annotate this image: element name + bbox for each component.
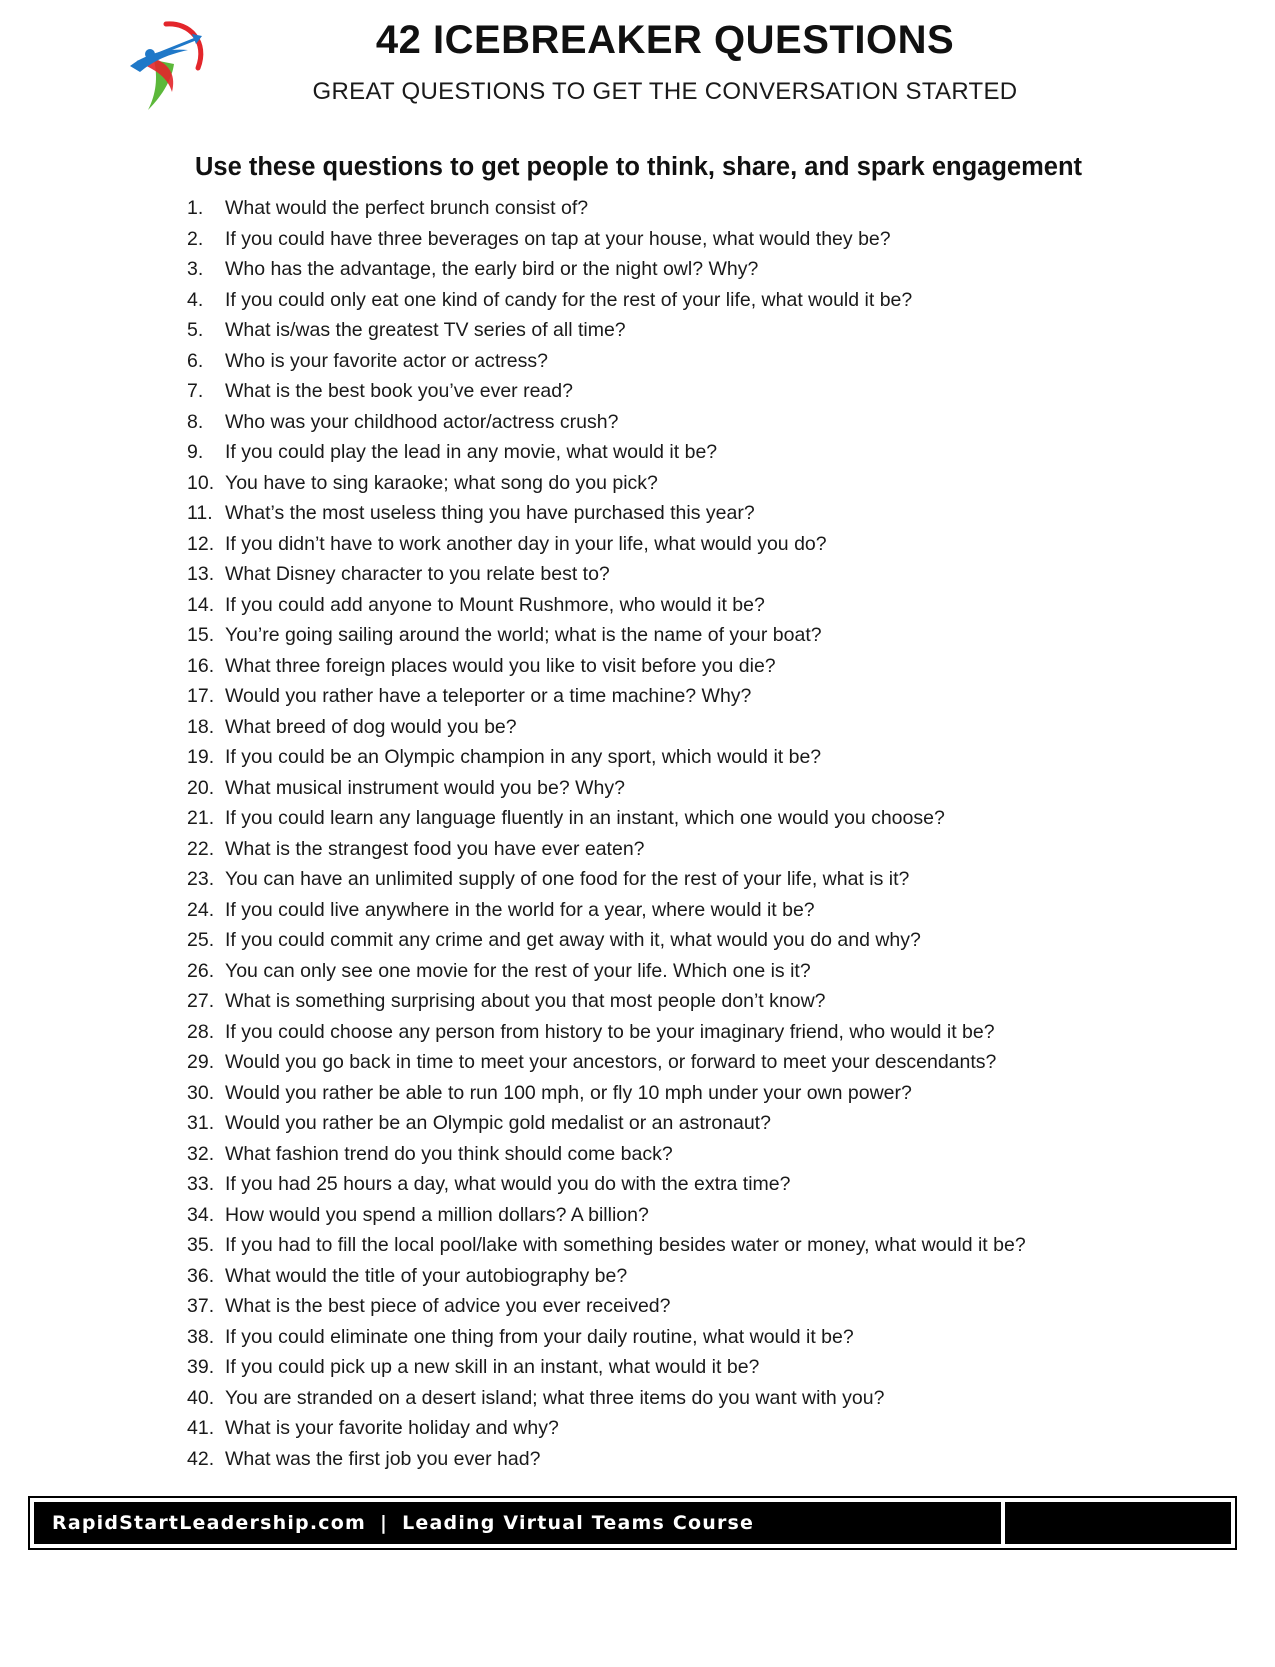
- question-number: 19.: [187, 746, 215, 768]
- question-text: What is the best book you’ve ever read?: [225, 380, 573, 402]
- question-item: [187, 1413, 1026, 1444]
- question-text: What would the title of your autobiography be?: [225, 1264, 628, 1287]
- question-item: [187, 498, 1026, 529]
- question-text: What is the best piece of advice you ever received?: [225, 1295, 671, 1317]
- question-item: [187, 315, 1026, 346]
- question-number: 41.: [187, 1417, 215, 1439]
- question-text: Would you rather be able to run 100 mph, or fly 10 mph under your own power?: [225, 1081, 912, 1104]
- question-item: [187, 712, 1026, 743]
- question-item: [187, 285, 1026, 316]
- question-number: 9.: [187, 441, 204, 463]
- question-item: [187, 1169, 1026, 1200]
- question-item: [187, 864, 1026, 895]
- question-item: [187, 1108, 1026, 1139]
- question-number: 17.: [187, 685, 215, 707]
- question-item: [187, 407, 1026, 438]
- question-number: 37.: [187, 1295, 215, 1317]
- question-number: 27.: [187, 990, 215, 1012]
- question-item: [187, 895, 1026, 926]
- question-item: [187, 193, 1026, 224]
- question-item: [187, 925, 1026, 956]
- question-text: You have to sing karaoke; what song do you pick?: [225, 471, 658, 494]
- question-item: [187, 651, 1026, 682]
- question-text: What is/was the greatest TV series of all time?: [225, 319, 626, 341]
- question-number: 18.: [187, 715, 215, 738]
- question-text: You can only see one movie for the rest of your life. Which one is it?: [225, 959, 811, 982]
- question-item: [187, 559, 1026, 590]
- question-item: [187, 1047, 1026, 1078]
- question-item: [187, 376, 1026, 407]
- question-number: 42.: [187, 1447, 215, 1470]
- question-item: [187, 346, 1026, 377]
- question-text: Who is your favorite actor or actress?: [225, 349, 548, 372]
- question-number: 33.: [187, 1173, 215, 1195]
- question-item: [187, 224, 1026, 255]
- question-text: Would you rather have a teleporter or a time machine? Why?: [225, 685, 752, 707]
- question-text: You are stranded on a desert island; what three items do you want with you?: [225, 1386, 885, 1409]
- question-number: 20.: [187, 776, 215, 799]
- question-text: If you could live anywhere in the world for a year, where would it be?: [225, 898, 815, 921]
- question-number: 3.: [187, 258, 204, 280]
- question-text: What three foreign places would you like to visit before you die?: [225, 654, 776, 677]
- question-number: 14.: [187, 593, 215, 616]
- question-text: Who has the advantage, the early bird or the night owl? Why?: [225, 258, 759, 280]
- question-number: 38.: [187, 1325, 215, 1348]
- footer-bar: [34, 1502, 1231, 1544]
- intro-heading: Use these questions to get people to think, share, and spark engagement: [195, 153, 1083, 181]
- question-number: 21.: [187, 807, 215, 829]
- question-list: [187, 193, 1026, 1474]
- question-text: What was the first job you ever had?: [225, 1447, 541, 1470]
- question-number: 39.: [187, 1356, 215, 1378]
- question-number: 6.: [187, 349, 204, 372]
- question-number: 31.: [187, 1112, 215, 1134]
- question-item: [187, 1322, 1026, 1353]
- question-text: What’s the most useless thing you have purchased this year?: [225, 502, 755, 524]
- question-number: 11.: [187, 502, 213, 524]
- question-text: Would you rather be an Olympic gold medalist or an astronaut?: [225, 1112, 771, 1134]
- question-number: 24.: [187, 898, 215, 921]
- question-number: 13.: [187, 563, 215, 585]
- question-item: [187, 620, 1026, 651]
- question-number: 28.: [187, 1020, 215, 1043]
- page-title: 42 ICEBREAKER QUESTIONS: [375, 18, 955, 62]
- question-number: 12.: [187, 532, 215, 555]
- footer-divider: [1001, 1502, 1005, 1544]
- question-text: If you could be an Olympic champion in any sport, which would it be?: [225, 746, 822, 768]
- question-text: Would you go back in time to meet your ancestors, or forward to meet your descendants?: [225, 1051, 997, 1073]
- question-item: [187, 742, 1026, 773]
- question-item: [187, 1261, 1026, 1292]
- question-text: If you could eliminate one thing from your daily routine, what would it be?: [225, 1325, 854, 1348]
- question-text: What Disney character to you relate best to?: [225, 563, 610, 585]
- question-number: 36.: [187, 1264, 215, 1287]
- question-text: What fashion trend do you think should come back?: [225, 1142, 673, 1165]
- question-item: [187, 529, 1026, 560]
- question-text: If you could learn any language fluently in an instant, which one would you choose?: [225, 807, 945, 829]
- footer-separator: |: [379, 1512, 389, 1534]
- question-item: [187, 1078, 1026, 1109]
- question-number: 22.: [187, 837, 215, 860]
- question-item: [187, 1291, 1026, 1322]
- question-item: [187, 834, 1026, 865]
- question-number: 7.: [187, 380, 204, 402]
- question-item: [187, 1017, 1026, 1048]
- question-number: 15.: [187, 624, 215, 646]
- question-number: 32.: [187, 1142, 215, 1165]
- question-text: How would you spend a million dollars? A billion?: [225, 1203, 649, 1226]
- question-number: 8.: [187, 410, 204, 433]
- footer-banner: [28, 1496, 1237, 1550]
- question-item: [187, 1383, 1026, 1414]
- question-number: 30.: [187, 1081, 215, 1104]
- question-text: If you had 25 hours a day, what would you do with the extra time?: [225, 1173, 791, 1195]
- question-text: What would the perfect brunch consist of?: [225, 197, 589, 219]
- question-text: What is the strangest food you have ever eaten?: [225, 837, 645, 860]
- question-number: 4.: [187, 288, 204, 311]
- question-number: 40.: [187, 1386, 215, 1409]
- question-number: 34.: [187, 1203, 215, 1226]
- question-item: [187, 1200, 1026, 1231]
- question-item: [187, 681, 1026, 712]
- question-text: What is something surprising about you that most people don’t know?: [225, 990, 826, 1012]
- question-text: What musical instrument would you be? Why?: [225, 776, 625, 799]
- question-text: If you could have three beverages on tap at your house, what would they be?: [225, 227, 891, 250]
- question-item: [187, 956, 1026, 987]
- question-item: [187, 1139, 1026, 1170]
- question-number: 5.: [187, 319, 204, 341]
- question-text: You can have an unlimited supply of one food for the rest of your life, what is it?: [225, 868, 910, 890]
- question-item: [187, 437, 1026, 468]
- question-text: If you could only eat one kind of candy for the rest of your life, what would it be?: [225, 288, 913, 311]
- footer-text: [52, 1502, 754, 1544]
- question-item: [187, 1230, 1026, 1261]
- question-number: 25.: [187, 929, 215, 951]
- footer-site-link: RapidStartLeadership.com: [52, 1512, 366, 1534]
- question-text: If you could play the lead in any movie, what would it be?: [225, 441, 718, 463]
- question-item: [187, 254, 1026, 285]
- question-number: 29.: [187, 1051, 215, 1073]
- question-number: 26.: [187, 959, 215, 982]
- question-text: If you could commit any crime and get away with it, what would you do and why?: [225, 929, 921, 951]
- question-item: [187, 468, 1026, 499]
- page-subtitle: GREAT QUESTIONS TO GET THE CONVERSATION STARTED: [312, 78, 1018, 105]
- question-text: What breed of dog would you be?: [225, 715, 517, 738]
- question-text: Who was your childhood actor/actress crush?: [225, 410, 619, 433]
- question-number: 1.: [187, 197, 204, 219]
- question-item: [187, 1352, 1026, 1383]
- question-item: [187, 986, 1026, 1017]
- question-text: If you could pick up a new skill in an instant, what would it be?: [225, 1356, 760, 1378]
- question-number: 10.: [187, 471, 215, 494]
- question-text: You’re going sailing around the world; what is the name of your boat?: [225, 624, 822, 646]
- question-number: 16.: [187, 654, 215, 677]
- footer-course-name: Leading Virtual Teams Course: [402, 1512, 755, 1534]
- question-number: 35.: [187, 1234, 215, 1256]
- question-item: [187, 773, 1026, 804]
- question-text: What is your favorite holiday and why?: [225, 1417, 559, 1439]
- question-text: If you didn’t have to work another day in your life, what would you do?: [225, 532, 827, 555]
- question-item: [187, 1444, 1026, 1475]
- question-item: [187, 590, 1026, 621]
- question-text: If you could choose any person from history to be your imaginary friend, who would it be?: [225, 1020, 995, 1043]
- question-number: 23.: [187, 868, 215, 890]
- question-text: If you had to fill the local pool/lake with something besides water or money, what would it be?: [225, 1234, 1026, 1256]
- question-item: [187, 803, 1026, 834]
- question-text: If you could add anyone to Mount Rushmore, who would it be?: [225, 593, 765, 616]
- question-number: 2.: [187, 227, 204, 250]
